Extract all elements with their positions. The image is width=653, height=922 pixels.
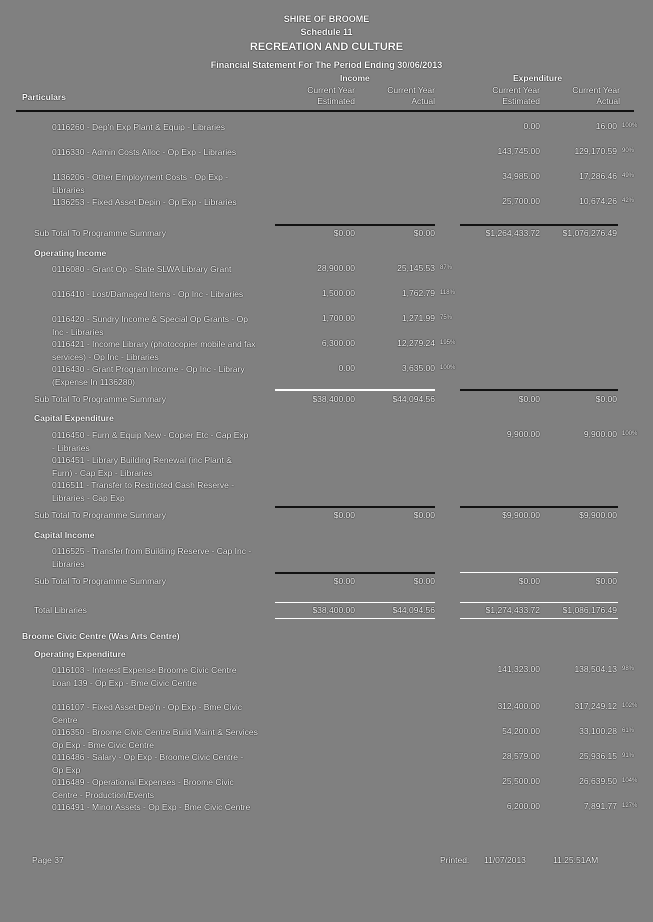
exp-est: $1,264,433.72 xyxy=(485,228,540,238)
exp-est: 28,579.00 xyxy=(502,751,540,761)
pct: 90% xyxy=(622,148,635,154)
subtotal-label: Sub Total To Programme Summary xyxy=(34,228,166,238)
exp-act: 9,900.00 xyxy=(583,429,617,439)
printed-date: 11/07/2013 xyxy=(484,855,526,865)
inc-act: $0.00 xyxy=(413,228,435,238)
exp-act: 10,674.26 xyxy=(579,196,617,206)
inc-est: $0.00 xyxy=(333,228,355,238)
exp-act: 138,504.13 xyxy=(574,664,617,674)
exp-est: 25,700.00 xyxy=(502,196,540,206)
exp-est: 141,323.00 xyxy=(497,664,540,674)
exp-act: 317,249.12 xyxy=(574,701,617,711)
inc-est: $38,400.00 xyxy=(312,394,355,404)
row-desc: 0116330 - Admin Costs Alloc - Op Exp - Libraries xyxy=(52,147,237,157)
row-desc: 1136253 - Fixed Asset Depin - Op Exp - Libraries xyxy=(52,197,237,207)
pct: 75% xyxy=(440,315,453,321)
pct: 61% xyxy=(622,728,635,734)
total-line xyxy=(460,618,618,619)
printed-label: Printed: xyxy=(440,855,470,865)
exp-act: $0.00 xyxy=(595,576,617,586)
section-title: Operating Expenditure xyxy=(34,649,126,659)
schedule-label: Schedule 11 xyxy=(300,27,353,37)
particulars-header: Particulars xyxy=(22,92,66,102)
row-desc: 0116489 - Operational Expenses - Broome Civic Centre - Production/Events xyxy=(52,777,234,800)
row-desc: 0116350 - Broome Civic Centre Build Maint & Services Op Exp - Bme Civic Centre xyxy=(52,727,258,750)
exp-est: $0.00 xyxy=(518,394,540,404)
row-desc: 0116260 - Dep'n Exp Plant & Equip - Libraries xyxy=(52,122,225,132)
total-line xyxy=(275,618,435,619)
exp-est: 9,900.00 xyxy=(506,429,540,439)
income-header: Income xyxy=(340,73,370,83)
exp-est: 143,745.00 xyxy=(497,146,540,156)
income-est-header: Current Year Estimated xyxy=(307,85,355,106)
exp-est: 25,500.00 xyxy=(502,776,540,786)
period-subtitle: Financial Statement For The Period Ending 30/06/2013 xyxy=(210,60,443,70)
row-desc: 0116451 - Library Building Renewal (inc Plant & Furn) - Cap Exp - Libraries xyxy=(52,455,232,478)
inc-est: $0.00 xyxy=(333,510,355,520)
pct: 104% xyxy=(622,778,638,784)
inc-act: 1,762.79 xyxy=(401,288,435,298)
subtotal-line xyxy=(275,224,435,226)
subtotal-label: Sub Total To Programme Summary xyxy=(34,510,166,520)
exp-act: 26,639.50 xyxy=(579,776,617,786)
exp-act: 7,891.77 xyxy=(583,801,617,811)
exp-act: 129,170.59 xyxy=(574,146,617,156)
subtotal-line xyxy=(460,506,618,508)
income-act-header: Current Year Actual xyxy=(387,85,435,106)
inc-act: $44,094.56 xyxy=(392,605,435,615)
inc-act: 12,279.24 xyxy=(397,338,435,348)
pct: 102% xyxy=(622,703,638,709)
header-divider xyxy=(16,110,634,112)
inc-est: $38,400.00 xyxy=(312,605,355,615)
exp-act: $1,086,176.49 xyxy=(562,605,617,615)
inc-act: $0.00 xyxy=(413,510,435,520)
exp-act: 33,100.28 xyxy=(579,726,617,736)
exp-est-header: Current Year Estimated xyxy=(492,85,540,106)
exp-act: 25,936.15 xyxy=(579,751,617,761)
row-desc: 0116430 - Grant Program Income - Op Inc - Library (Expense In 1136280) xyxy=(52,364,245,387)
section-title: Capital Income xyxy=(34,530,95,540)
group-title: Broome Civic Centre (Was Arts Centre) xyxy=(22,631,180,641)
row-desc: 0116420 - Sundry Income & Special Op Grants - Op Inc - Libraries xyxy=(52,314,248,337)
exp-est: $1,274,433.72 xyxy=(485,605,540,615)
subtotal-line xyxy=(275,389,435,391)
pct: 100% xyxy=(622,431,638,437)
row-desc: 0116107 - Fixed Asset Dep'n - Op Exp - Bme Civic Centre xyxy=(52,702,242,725)
subtotal-label: Sub Total To Programme Summary xyxy=(34,576,166,586)
total-label: Total Libraries xyxy=(34,605,87,615)
row-desc: 0116491 - Minor Assets - Op Exp - Bme Civic Centre xyxy=(52,802,251,812)
exp-act: $9,900.00 xyxy=(579,510,617,520)
row-desc: 0116450 - Furn & Equip New - Copier Etc - Cap Exp - Libraries xyxy=(52,430,249,453)
row-desc: 1136206 - Other Employment Costs - Op Exp - Libraries xyxy=(52,172,229,195)
pct: 195% xyxy=(440,340,456,346)
subtotal-label: Sub Total To Programme Summary xyxy=(34,394,166,404)
pct: 91% xyxy=(622,753,635,759)
inc-est: 6,300.00 xyxy=(321,338,355,348)
inc-act: 25,145.53 xyxy=(397,263,435,273)
pct: 49% xyxy=(622,173,635,179)
exp-est: 54,200.00 xyxy=(502,726,540,736)
row-desc: 0116080 - Grant Op - State SLWA Library Grant xyxy=(52,264,232,274)
subtotal-line xyxy=(275,572,435,574)
exp-est: 312,400.00 xyxy=(497,701,540,711)
row-desc: 0116421 - Income Library (photocopier mobile and fax services) - Op Inc - Libraries xyxy=(52,339,256,362)
pct: 100% xyxy=(440,365,456,371)
row-desc: 0116486 - Salary - Op Exp - Broome Civic Centre - Op Exp xyxy=(52,752,244,775)
row-desc: 0116525 - Transfer from Building Reserve - Cap Inc - Libraries xyxy=(52,546,252,569)
inc-est: 0.00 xyxy=(338,363,355,373)
subtotal-line xyxy=(275,506,435,508)
row-desc: 0116410 - Lost/Damaged Items - Op Inc - Libraries xyxy=(52,289,244,299)
page-number: Page 37 xyxy=(32,855,64,865)
exp-act-header: Current Year Actual xyxy=(572,85,620,106)
exp-act: $1,076,276.49 xyxy=(562,228,617,238)
pct: 98% xyxy=(622,666,635,672)
total-line xyxy=(275,602,435,603)
page-title: RECREATION AND CULTURE xyxy=(249,41,404,53)
org-name: SHIRE OF BROOME xyxy=(283,14,370,24)
row-desc: 0116103 - Interest Expense Broome Civic Centre Loan 139 - Op Exp - Bme Civic Centre xyxy=(52,665,237,688)
subtotal-line xyxy=(460,389,618,391)
exp-est: 0.00 xyxy=(523,121,540,131)
section-title: Operating Income xyxy=(34,248,107,258)
pct: 42% xyxy=(622,198,635,204)
pct: 100% xyxy=(622,123,638,129)
inc-est: 1,700.00 xyxy=(321,313,355,323)
expenditure-header: Expenditure xyxy=(513,73,563,83)
subtotal-line xyxy=(460,224,618,226)
inc-act: $0.00 xyxy=(413,576,435,586)
exp-act: 16.00 xyxy=(595,121,617,131)
inc-act: $44,094.56 xyxy=(392,394,435,404)
exp-est: $9,900.00 xyxy=(502,510,540,520)
exp-act: $0.00 xyxy=(595,394,617,404)
total-line xyxy=(460,602,618,603)
inc-act: 3,635.00 xyxy=(401,363,435,373)
exp-est: $0.00 xyxy=(518,576,540,586)
section-title: Capital Expenditure xyxy=(34,413,114,423)
inc-act: 1,271.99 xyxy=(401,313,435,323)
exp-est: 34,985.00 xyxy=(502,171,540,181)
exp-act: 17,286.46 xyxy=(579,171,617,181)
printed-time: 11:25:51AM xyxy=(553,855,599,865)
inc-est: 1,500.00 xyxy=(321,288,355,298)
inc-est: $0.00 xyxy=(333,576,355,586)
pct: 118% xyxy=(440,290,455,296)
row-desc: 0116511 - Transfer to Restricted Cash Reserve - Libraries - Cap Exp xyxy=(52,480,235,503)
pct: 127% xyxy=(622,803,638,809)
pct: 87% xyxy=(440,265,453,271)
inc-est: 28,900.00 xyxy=(317,263,355,273)
exp-est: 6,200.00 xyxy=(506,801,540,811)
subtotal-line xyxy=(460,572,618,573)
